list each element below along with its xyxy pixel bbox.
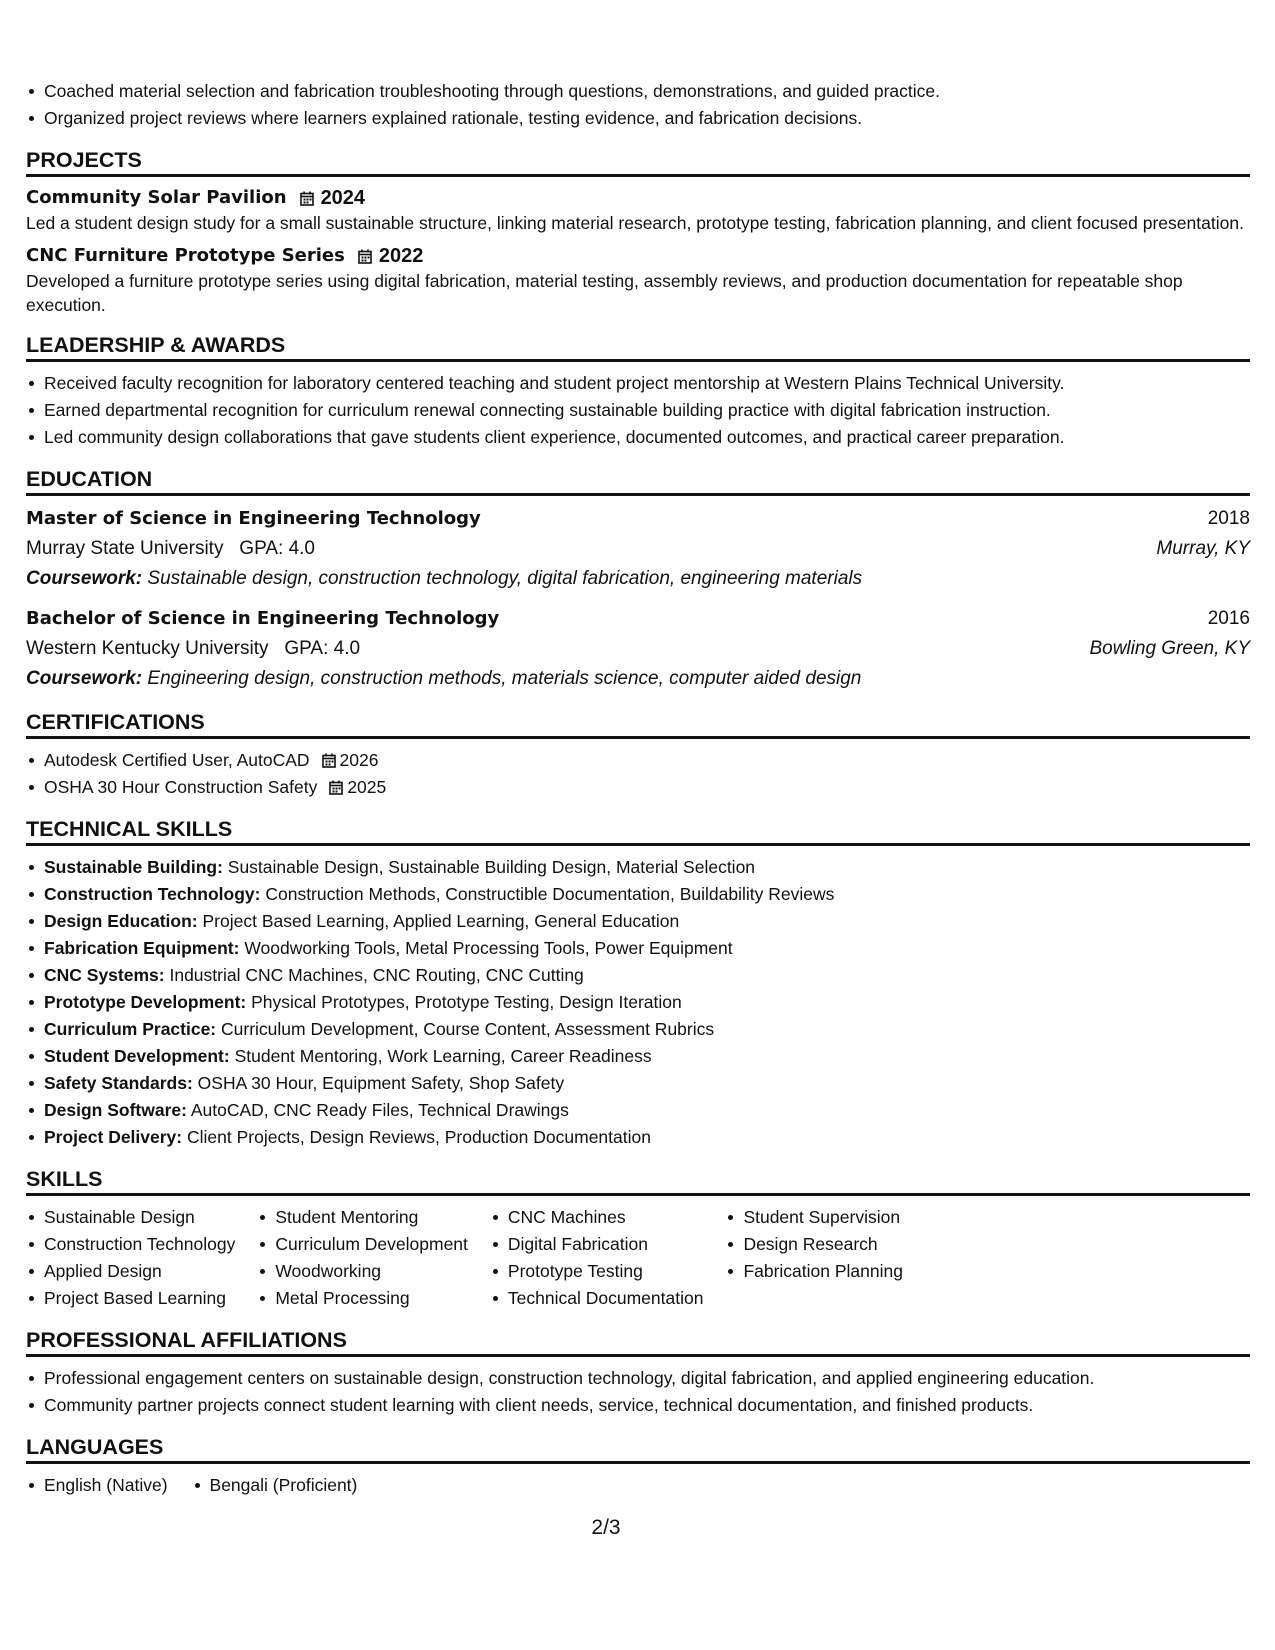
list-item [26, 1043, 1250, 1070]
skill-values: Student Mentoring, Work Learning, Career Readiness [234, 1046, 652, 1066]
calendar-icon [358, 249, 372, 264]
list-item: Professional engagement centers on sustainable design, construction technology, digital fabrication, and applied engineering education. [26, 1365, 1250, 1392]
school-name: Western Kentucky University [26, 638, 269, 659]
list-item: Metal Processing [257, 1285, 468, 1312]
list-item [26, 747, 1250, 774]
project-year: 2022 [378, 245, 424, 267]
gpa: GPA: 4.0 [239, 538, 315, 559]
project-item [26, 243, 1250, 317]
list-item: Woodworking [257, 1258, 468, 1285]
languages-list [26, 1472, 1250, 1499]
calendar-icon [322, 753, 336, 768]
skill-values: Industrial CNC Machines, CNC Routing, CNC Cutting [169, 965, 584, 985]
skill-category: Prototype Development: [44, 992, 247, 1012]
list-item: Student Mentoring [257, 1204, 468, 1231]
affiliations-list [26, 1365, 1250, 1419]
skills-column [26, 1204, 235, 1312]
skills-column [725, 1204, 903, 1312]
degree: Master of Science in Engineering Technology [26, 508, 481, 529]
certifications-list [26, 747, 1250, 801]
skill-values: Construction Methods, Constructible Documentation, Buildability Reviews [265, 884, 835, 904]
graduation-year: 2018 [1207, 508, 1250, 529]
technical-skills-list [26, 854, 1250, 1151]
experience-bullets [26, 78, 1250, 132]
list-item: Fabrication Planning [725, 1258, 903, 1285]
list-item: Sustainable Design [26, 1204, 235, 1231]
skill-category: Safety Standards: [44, 1073, 193, 1093]
coursework: Engineering design, construction methods, materials science, computer aided design [147, 668, 862, 689]
project-name: CNC Furniture Prototype Series [26, 245, 345, 266]
school-name: Murray State University [26, 538, 224, 559]
skill-category: Construction Technology: [44, 884, 261, 904]
list-item: Received faculty recognition for laboratory centered teaching and student project mentorship at Western Plains Technical University. [26, 370, 1250, 397]
education-item [26, 604, 1250, 694]
list-item [26, 962, 1250, 989]
section-title-technical-skills: TECHNICAL SKILLS [26, 815, 1250, 846]
list-item: CNC Machines [490, 1204, 704, 1231]
skill-values: Physical Prototypes, Prototype Testing, Design Iteration [251, 992, 682, 1012]
list-item: Prototype Testing [490, 1258, 704, 1285]
skill-values: Client Projects, Design Reviews, Production Documentation [187, 1127, 651, 1147]
list-item [26, 935, 1250, 962]
skill-values: Woodworking Tools, Metal Processing Tools, Power Equipment [244, 938, 733, 958]
project-description: Developed a furniture prototype series using digital fabrication, material testing, assembly reviews, and production documentation for repeatable shop execution. [26, 271, 1183, 315]
list-item: Technical Documentation [490, 1285, 704, 1312]
calendar-icon [300, 191, 314, 206]
section-title-education: EDUCATION [26, 465, 1250, 496]
list-item: Construction Technology [26, 1231, 235, 1258]
certification-name: OSHA 30 Hour Construction Safety [44, 777, 318, 797]
skills-grid [26, 1204, 1250, 1312]
section-title-leadership: LEADERSHIP & AWARDS [26, 331, 1250, 362]
section-title-skills: SKILLS [26, 1165, 1250, 1196]
skill-category: CNC Systems: [44, 965, 165, 985]
skill-category: Student Development: [44, 1046, 230, 1066]
coursework: Sustainable design, construction technology, digital fabrication, engineering materials [147, 568, 863, 589]
list-item: Community partner projects connect student learning with client needs, service, technical documentation, and finished products. [26, 1392, 1250, 1419]
coursework-label: Coursework: [26, 568, 143, 589]
project-year: 2024 [320, 187, 366, 209]
list-item: Curriculum Development [257, 1231, 468, 1258]
list-item [26, 1070, 1250, 1097]
gpa: GPA: 4.0 [284, 638, 361, 659]
list-item: Coached material selection and fabrication troubleshooting through questions, demonstrations, and guided practice. [26, 78, 1250, 105]
school-location: Bowling Green, KY [1089, 638, 1250, 659]
skill-category: Sustainable Building: [44, 857, 223, 877]
list-item: Design Research [725, 1231, 903, 1258]
skill-category: Curriculum Practice: [44, 1019, 217, 1039]
list-item [26, 1016, 1250, 1043]
list-item: Project Based Learning [26, 1285, 235, 1312]
list-item [26, 881, 1250, 908]
skills-column [257, 1204, 468, 1312]
education-item [26, 504, 1250, 594]
skill-values: AutoCAD, CNC Ready Files, Technical Drawings [190, 1100, 569, 1120]
list-item [26, 1097, 1250, 1124]
list-item: Bengali (Proficient) [192, 1472, 358, 1499]
list-item [26, 908, 1250, 935]
project-description: Led a student design study for a small sustainable structure, linking material research, prototype testing, fabrication planning, and client focused presentation. [26, 213, 1244, 233]
list-item: Digital Fabrication [490, 1231, 704, 1258]
school-location: Murray, KY [1156, 538, 1250, 559]
section-title-certifications: CERTIFICATIONS [26, 708, 1250, 739]
list-item: Student Supervision [725, 1204, 903, 1231]
skill-category: Project Delivery: [44, 1127, 183, 1147]
certification-year: 2026 [339, 750, 379, 770]
list-item [26, 989, 1250, 1016]
skill-category: Design Software: [44, 1100, 187, 1120]
coursework-label: Coursework: [26, 668, 143, 689]
list-item: Organized project reviews where learners explained rationale, testing evidence, and fabrication decisions. [26, 105, 1250, 132]
resume-page [26, 78, 1250, 1499]
section-title-affiliations: PROFESSIONAL AFFILIATIONS [26, 1326, 1250, 1357]
skill-values: Curriculum Development, Course Content, Assessment Rubrics [221, 1019, 715, 1039]
skills-column [490, 1204, 704, 1312]
page-number: 2/3 [591, 1516, 621, 1539]
calendar-icon [329, 780, 343, 795]
list-item [26, 1124, 1250, 1151]
list-item: Earned departmental recognition for curriculum renewal connecting sustainable building practice with digital fabrication instruction. [26, 397, 1250, 424]
certification-year: 2025 [347, 777, 387, 797]
list-item: English (Native) [26, 1472, 168, 1499]
certification-name: Autodesk Certified User, AutoCAD [44, 750, 310, 770]
skill-category: Fabrication Equipment: [44, 938, 240, 958]
list-item [26, 854, 1250, 881]
graduation-year: 2016 [1207, 608, 1250, 629]
skill-values: OSHA 30 Hour, Equipment Safety, Shop Safety [197, 1073, 565, 1093]
list-item: Applied Design [26, 1258, 235, 1285]
project-name: Community Solar Pavilion [26, 187, 287, 208]
list-item [26, 774, 1250, 801]
degree: Bachelor of Science in Engineering Technology [26, 608, 500, 629]
project-item [26, 185, 1250, 235]
list-item: Led community design collaborations that gave students client experience, documented outcomes, and practical career preparation. [26, 424, 1250, 451]
skill-category: Design Education: [44, 911, 198, 931]
leadership-list [26, 370, 1250, 451]
skill-values: Project Based Learning, Applied Learning, General Education [202, 911, 680, 931]
section-title-languages: LANGUAGES [26, 1433, 1250, 1464]
skill-values: Sustainable Design, Sustainable Building Design, Material Selection [227, 857, 756, 877]
section-title-projects: PROJECTS [26, 146, 1250, 177]
